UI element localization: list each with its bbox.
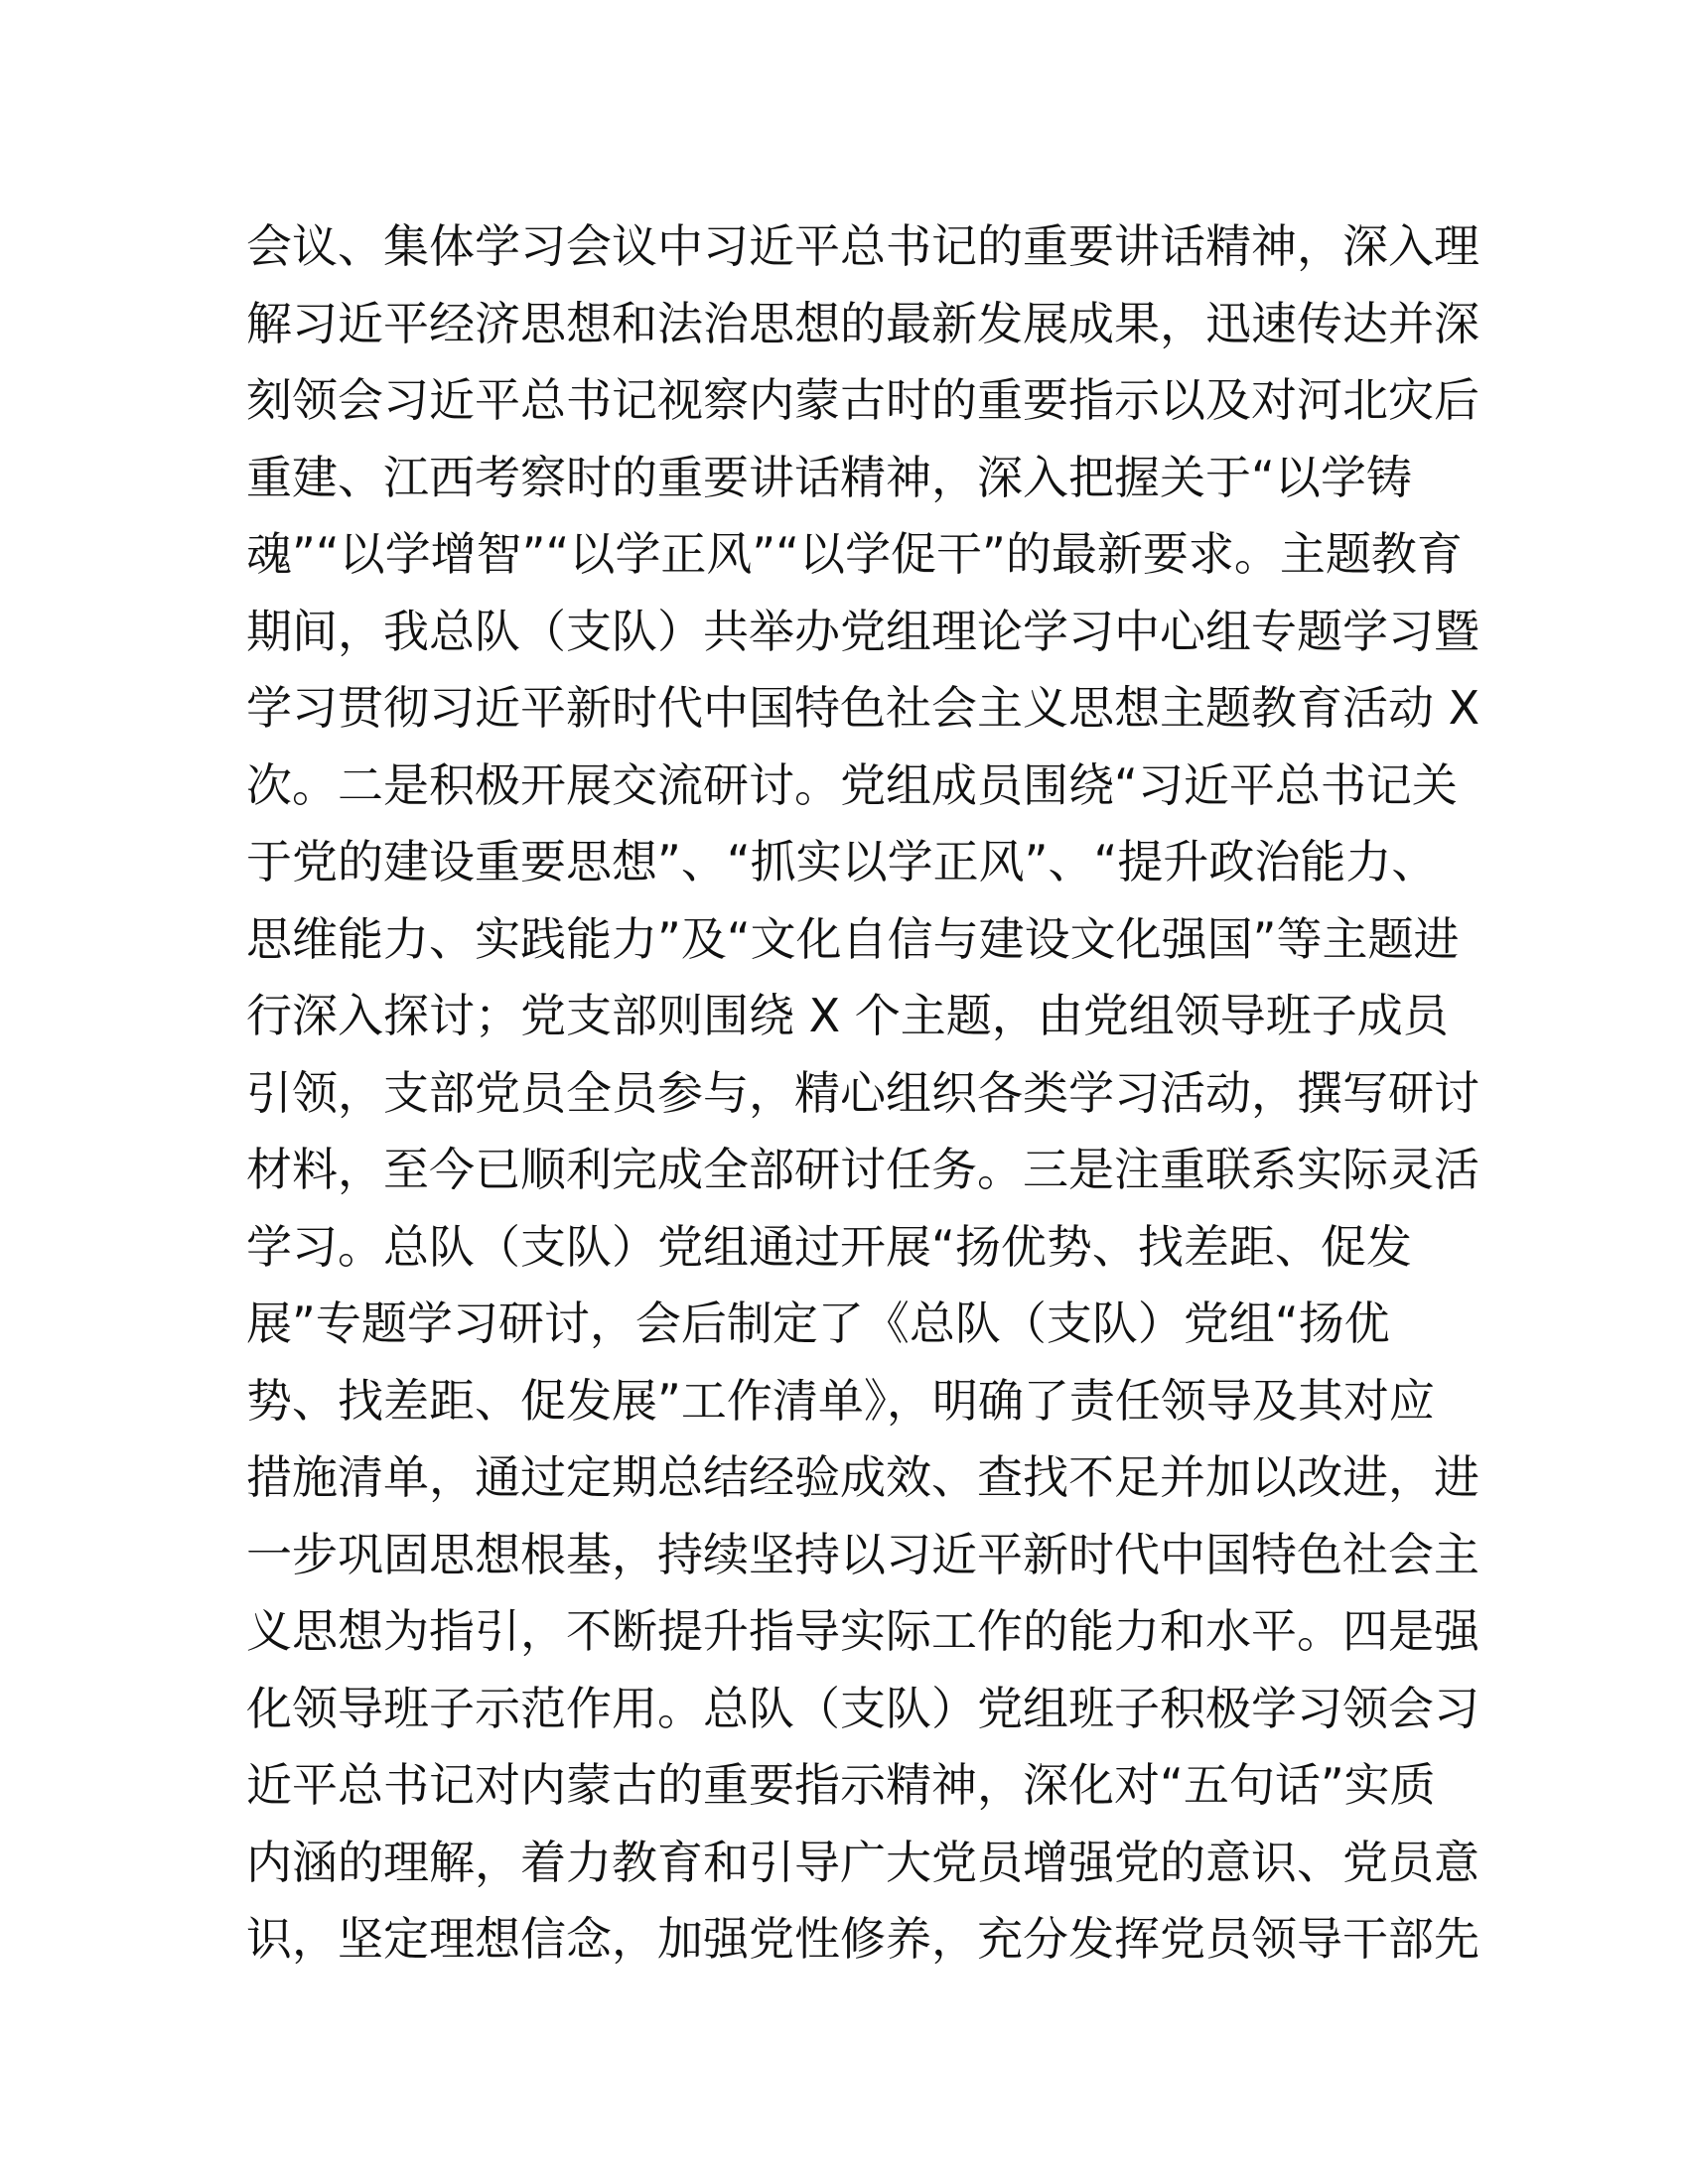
text-line: 义思想为指引，不断提升指导实际工作的能力和水平。四是强 [246,1604,1479,1658]
text-line: 势、找差距、促发展”工作清单》，明确了责任领导及其对应 [246,1373,1435,1428]
text-line: 魂”“以学增智”“以学正风”“以学促干”的最新要求。主题教育 [246,527,1463,581]
text-line: 一步巩固思想根基，持续坚持以习近平新时代中国特色社会主 [246,1527,1479,1581]
text-line: 化领导班子示范作用。总队（支队）党组班子积极学习领会习 [246,1681,1479,1735]
body-paragraph [246,208,1480,1979]
text-line: 学习。总队（支队）党组通过开展“扬优势、找差距、促发 [246,1219,1412,1274]
text-line: 材料，至今已顺利完成全部研讨任务。三是注重联系实际灵活 [246,1143,1479,1196]
text-line: 行深入探讨；党支部则围绕 X 个主题，由党组领导班子成员 [246,989,1449,1042]
text-line: 解习近平经济思想和法治思想的最新发展成果，迅速传达并深 [246,296,1479,350]
text-line: 学习贯彻习近平新时代中国特色社会主义思想主题教育活动 X [246,681,1480,735]
text-line: 措施清单，通过定期总结经验成效、查找不足并加以改进，进 [246,1450,1479,1504]
text-line: 次。二是积极开展交流研讨。党组成员围绕“习近平总书记关 [246,757,1458,812]
text-line: 近平总书记对内蒙古的重要指示精神，深化对“五句话”实质 [246,1758,1436,1812]
text-line: 内涵的理解，着力教育和引导广大党员增强党的意识、党员意 [246,1835,1479,1889]
text-line: 识，坚定理想信念，加强党性修养，充分发挥党员领导干部先 [246,1912,1479,1966]
text-line: 会议、集体学习会议中习近平总书记的重要讲话精神，深入理 [246,219,1479,273]
text-line: 展”专题学习研讨，会后制定了《总队（支队）党组“扬优 [246,1297,1390,1350]
text-line: 刻领会习近平总书记视察内蒙古时的重要指示以及对河北灾后 [246,373,1479,427]
text-line: 引领，支部党员全员参与，精心组织各类学习活动，撰写研讨 [246,1065,1479,1120]
text-line: 期间，我总队（支队）共举办党组理论学习中心组专题学习暨 [246,604,1479,658]
text-line: 思维能力、实践能力”及“文化自信与建设文化强国”等主题进 [246,911,1460,966]
text-line: 重建、江西考察时的重要讲话精神，深入把握关于“以学铸 [246,450,1412,504]
text-line: 于党的建设重要思想”、“抓实以学正风”、“提升政治能力、 [246,835,1438,888]
